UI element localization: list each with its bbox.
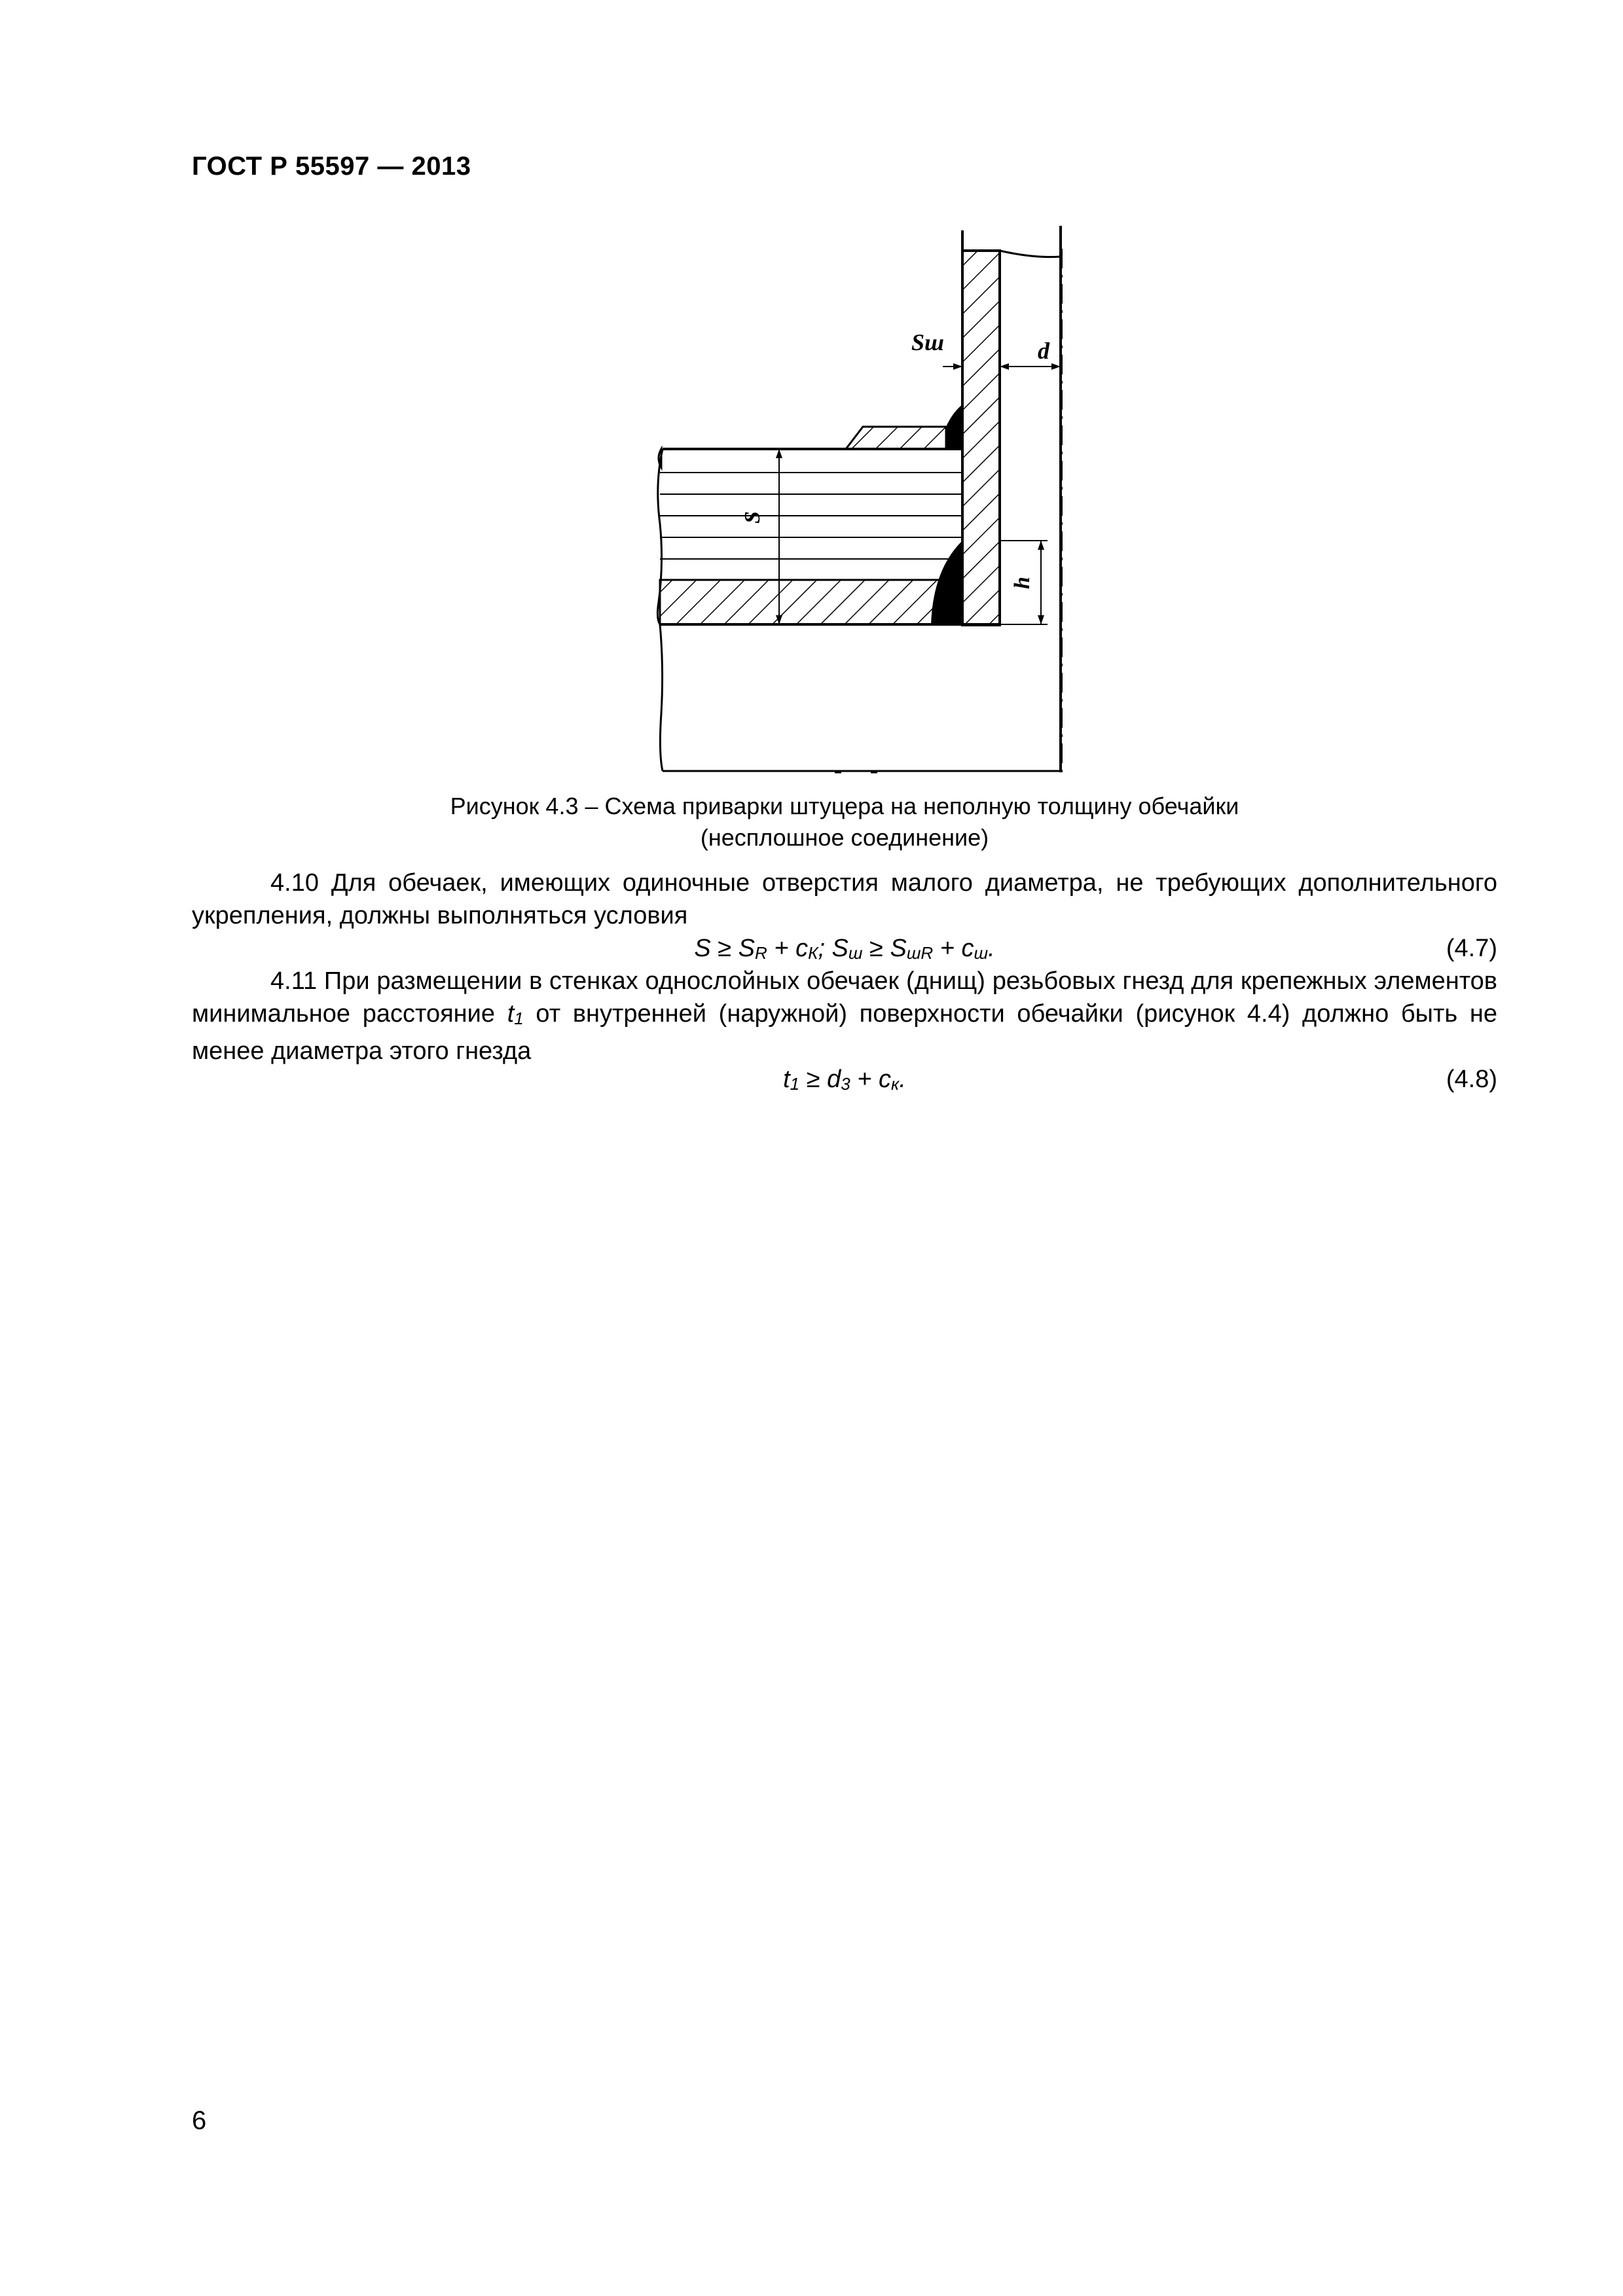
figure-caption [192, 791, 1497, 853]
caption-line-1: Рисунок 4.3 – Схема приварки штуцера на неполную толщину обечайки [450, 793, 1239, 819]
dim-label-s: S [740, 511, 765, 524]
formula-4-7 [192, 932, 1497, 965]
formula-expression: t1 ≥ d3 + cк. [783, 1066, 906, 1094]
formula-expression: S ≥ SR + cК; Sш ≥ SшR + cш. [694, 935, 995, 963]
paragraph-4-10 [192, 867, 1497, 932]
formula-4-8 [192, 1063, 1497, 1096]
document-header: ГОСТ Р 55597 — 2013 [192, 152, 471, 181]
dim-label-d: d [1038, 338, 1049, 364]
formula-number: (4.7) [1446, 935, 1497, 962]
paragraph-text: Для обечаек, имеющих одиночные отверстия малого диаметра, не требующих дополнительного укрепления, должны выполняться условия [192, 869, 1497, 929]
top-weld [946, 404, 962, 449]
paragraph-4-11: 4.11 При размещении в стенках однослойных обечаек (днищ) резьбовых гнезд для крепежных элементов минимальное расстояние t1 от внутренней (наружной) поверхности обечайки (рисунок 4.4) должно быть не менее диаметра этого гнезда [192, 967, 1497, 1065]
caption-line-2: (несплошное соединение) [700, 824, 989, 851]
paragraph-number: 4.11 [270, 967, 318, 995]
dim-label-s-sh: Sш [911, 329, 945, 355]
top-pad [846, 427, 946, 449]
page-number: 6 [192, 2106, 207, 2135]
paragraph-number: 4.10 [270, 869, 319, 897]
figure-4-3-nozzle-weld-diagram [629, 223, 1100, 785]
formula-number: (4.8) [1446, 1066, 1497, 1093]
dim-label-h: h [1010, 577, 1034, 589]
nozzle-wall [962, 251, 1000, 625]
